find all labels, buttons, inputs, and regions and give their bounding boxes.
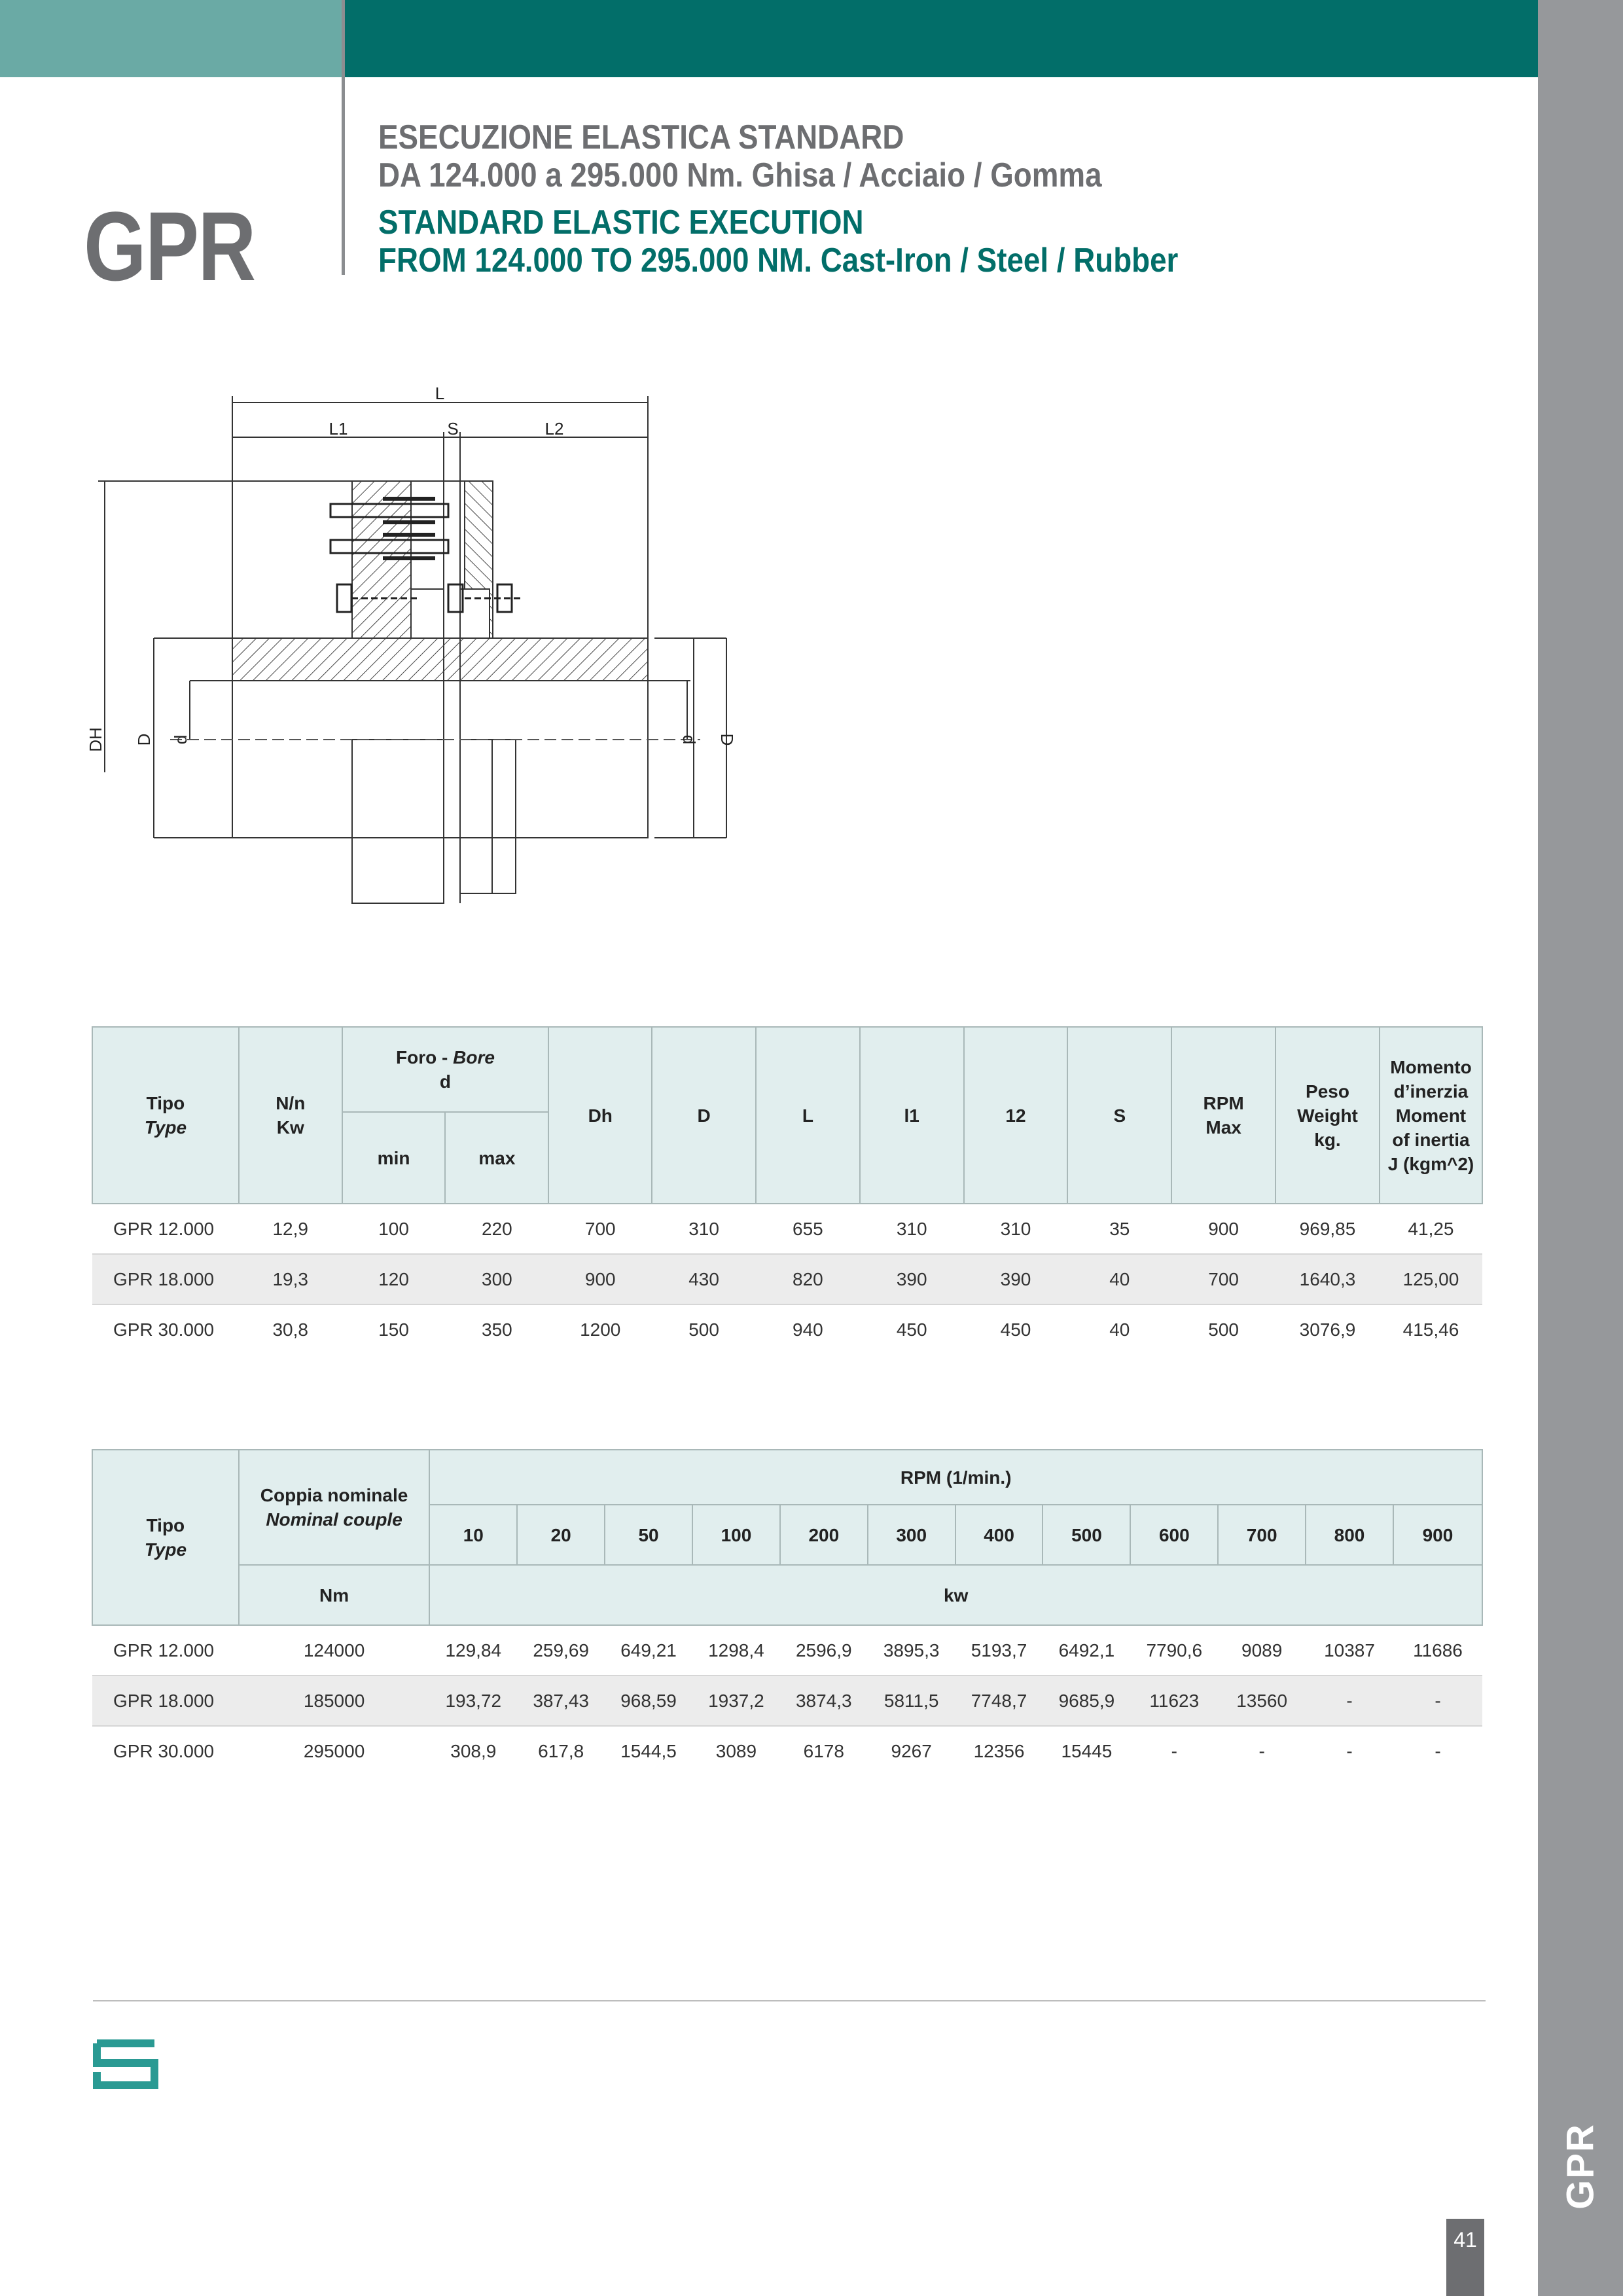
table-row bbox=[92, 1625, 1482, 1676]
col-header-bore-max: max bbox=[445, 1112, 548, 1204]
col-header-l: L bbox=[756, 1027, 860, 1204]
cell-kw: 9089 bbox=[1218, 1625, 1306, 1676]
cell-kw: - bbox=[1171, 1741, 1177, 1761]
cell-kw: 10387 bbox=[1306, 1625, 1393, 1676]
col-header-rpm-900: 900 bbox=[1393, 1505, 1482, 1565]
cell-type: GPR 12.000 bbox=[92, 1625, 239, 1676]
cell-kw: 617,8 bbox=[538, 1741, 584, 1761]
cell-kw: 3895,3 bbox=[868, 1625, 955, 1676]
cell-l: 940 bbox=[793, 1319, 823, 1340]
cell-kw: 259,69 bbox=[517, 1625, 605, 1676]
coupling-technical-drawing bbox=[79, 380, 740, 916]
cell-kw: 15445 bbox=[1061, 1741, 1113, 1761]
cell-l2: 310 bbox=[964, 1204, 1068, 1254]
cell-kw: 1937,2 bbox=[692, 1676, 780, 1726]
col-header-rpm-50: 50 bbox=[605, 1505, 692, 1565]
col-header-nm: Nm bbox=[239, 1565, 430, 1625]
cell-type: GPR 30.000 bbox=[113, 1741, 215, 1761]
cell-rpm: 700 bbox=[1171, 1254, 1275, 1304]
cell-kw: 11686 bbox=[1393, 1625, 1482, 1676]
cell-kw: 968,59 bbox=[605, 1676, 692, 1726]
cell-kw: 649,21 bbox=[605, 1625, 692, 1676]
header-divider bbox=[342, 0, 345, 275]
cell-kw: 5193,7 bbox=[955, 1625, 1043, 1676]
cell-bore-min: 100 bbox=[342, 1204, 446, 1254]
cell-kw: 3089 bbox=[715, 1741, 757, 1761]
dim-label-d-left: d bbox=[171, 734, 190, 745]
dim-label-D-left: D bbox=[134, 733, 154, 746]
col-header-rpm-100: 100 bbox=[692, 1505, 780, 1565]
dim-label-S: S bbox=[447, 419, 459, 439]
cell-kw: 6178 bbox=[803, 1741, 844, 1761]
cell-s: 35 bbox=[1067, 1204, 1171, 1254]
table-row bbox=[92, 1676, 1482, 1726]
english-title: STANDARD ELASTIC EXECUTION bbox=[378, 204, 864, 242]
product-code-title: GPR bbox=[84, 191, 255, 301]
cell-kw: 308,9 bbox=[450, 1741, 497, 1761]
cell-type: GPR 30.000 bbox=[113, 1319, 215, 1340]
cell-type: GPR 12.000 bbox=[92, 1204, 239, 1254]
cell-rpm: 900 bbox=[1171, 1204, 1275, 1254]
cell-kw: 1544,5 bbox=[620, 1741, 677, 1761]
cell-l1: 390 bbox=[860, 1254, 964, 1304]
col-header-d: D bbox=[652, 1027, 756, 1204]
english-subtitle: FROM 124.000 TO 295.000 NM. Cast-Iron / Steel / Rubber bbox=[378, 242, 1179, 279]
italian-title: ESECUZIONE ELASTICA STANDARD bbox=[378, 118, 904, 156]
cell-d: 310 bbox=[652, 1204, 756, 1254]
cell-kw: - bbox=[1258, 1741, 1265, 1761]
cell-kw: - bbox=[1435, 1741, 1441, 1761]
company-logo-icon bbox=[93, 2034, 158, 2090]
cell-kw: 13560 bbox=[1218, 1676, 1306, 1726]
cell-nn: 12,9 bbox=[239, 1204, 342, 1254]
col-header-rpm-500: 500 bbox=[1043, 1505, 1130, 1565]
cell-l1: 310 bbox=[860, 1204, 964, 1254]
col-header-weight: Peso Weight kg. bbox=[1275, 1027, 1380, 1204]
cell-nn: 19,3 bbox=[239, 1254, 342, 1304]
table-row bbox=[92, 1726, 1482, 1776]
cell-kw: 7748,7 bbox=[955, 1676, 1043, 1726]
cell-inertia: 125,00 bbox=[1380, 1254, 1482, 1304]
cell-inertia: 415,46 bbox=[1402, 1319, 1459, 1340]
cell-kw: 387,43 bbox=[517, 1676, 605, 1726]
col-header-nominal-couple: Coppia nominale Nominal couple bbox=[239, 1450, 430, 1565]
cell-weight: 3076,9 bbox=[1299, 1319, 1356, 1340]
cell-rpm: 500 bbox=[1208, 1319, 1239, 1340]
col-header-kw: kw bbox=[429, 1565, 1482, 1625]
dim-label-L1: L1 bbox=[329, 419, 348, 439]
col-header-inertia: Momento d’inerzia Moment of inertia J (kgm^2) bbox=[1380, 1027, 1482, 1204]
side-strip bbox=[1538, 0, 1623, 2296]
cell-weight: 969,85 bbox=[1275, 1204, 1380, 1254]
cell-weight: 1640,3 bbox=[1275, 1254, 1380, 1304]
cell-kw: 5811,5 bbox=[868, 1676, 955, 1726]
cell-kw: 2596,9 bbox=[780, 1625, 868, 1676]
cell-s: 40 bbox=[1067, 1254, 1171, 1304]
side-label: GPR bbox=[1559, 2123, 1602, 2210]
col-header-l1: l1 bbox=[860, 1027, 964, 1204]
col-header-rpm-max: RPM Max bbox=[1171, 1027, 1275, 1204]
cell-dh: 1200 bbox=[580, 1319, 621, 1340]
cell-bore-min: 120 bbox=[342, 1254, 446, 1304]
col-header-rpm-200: 200 bbox=[780, 1505, 868, 1565]
col-header-dh: Dh bbox=[548, 1027, 652, 1204]
cell-l1: 450 bbox=[896, 1319, 927, 1340]
dimensions-table bbox=[92, 1026, 1483, 1355]
col-header-nn-kw: N/n Kw bbox=[239, 1027, 342, 1204]
header-band-light bbox=[0, 0, 342, 77]
cell-nominal-couple: 124000 bbox=[239, 1625, 430, 1676]
table-row bbox=[92, 1204, 1482, 1254]
col-header-rpm: RPM (1/min.) bbox=[429, 1450, 1482, 1505]
cell-l2: 450 bbox=[1000, 1319, 1031, 1340]
cell-d: 500 bbox=[688, 1319, 719, 1340]
col-header-rpm-700: 700 bbox=[1218, 1505, 1306, 1565]
dim-label-L: L bbox=[435, 384, 445, 403]
cell-nominal-couple: 295000 bbox=[303, 1741, 365, 1761]
cell-dh: 900 bbox=[548, 1254, 652, 1304]
dim-label-DH: DH bbox=[86, 727, 105, 752]
cell-dh: 700 bbox=[548, 1204, 652, 1254]
col-header-rpm-800: 800 bbox=[1306, 1505, 1393, 1565]
dim-label-d-right: d bbox=[679, 734, 699, 745]
table-row bbox=[92, 1304, 1482, 1355]
cell-kw: 1298,4 bbox=[692, 1625, 780, 1676]
cell-bore-max: 300 bbox=[445, 1254, 548, 1304]
col-header-bore: Foro - Bore d bbox=[342, 1027, 549, 1112]
cell-kw: 11623 bbox=[1130, 1676, 1218, 1726]
cell-kw: 129,84 bbox=[429, 1625, 517, 1676]
cell-kw: - bbox=[1306, 1676, 1393, 1726]
col-header-l2: 12 bbox=[964, 1027, 1068, 1204]
col-header-rpm-300: 300 bbox=[868, 1505, 955, 1565]
dim-label-L2: L2 bbox=[544, 419, 564, 439]
col-header-type: Tipo Type bbox=[92, 1027, 239, 1204]
col-header-rpm-10: 10 bbox=[429, 1505, 517, 1565]
cell-kw: 9685,9 bbox=[1043, 1676, 1130, 1726]
cell-bore-max: 350 bbox=[482, 1319, 512, 1340]
cell-l: 820 bbox=[756, 1254, 860, 1304]
cell-type: GPR 18.000 bbox=[92, 1676, 239, 1726]
cell-d: 430 bbox=[652, 1254, 756, 1304]
cell-inertia: 41,25 bbox=[1380, 1204, 1482, 1254]
col-header-rpm-600: 600 bbox=[1130, 1505, 1218, 1565]
cell-kw: 193,72 bbox=[429, 1676, 517, 1726]
cell-bore-min: 150 bbox=[378, 1319, 409, 1340]
italian-subtitle: DA 124.000 a 295.000 Nm. Ghisa / Acciaio / Gomma bbox=[378, 156, 1102, 194]
col-header-type: Tipo Type bbox=[92, 1450, 239, 1625]
cell-l: 655 bbox=[756, 1204, 860, 1254]
col-header-rpm-400: 400 bbox=[955, 1505, 1043, 1565]
cell-l2: 390 bbox=[964, 1254, 1068, 1304]
col-header-s: S bbox=[1067, 1027, 1171, 1204]
col-header-rpm-20: 20 bbox=[517, 1505, 605, 1565]
power-table bbox=[92, 1449, 1483, 1776]
cell-nominal-couple: 185000 bbox=[239, 1676, 430, 1726]
cell-bore-max: 220 bbox=[445, 1204, 548, 1254]
cell-kw: 7790,6 bbox=[1130, 1625, 1218, 1676]
header-band-dark bbox=[345, 0, 1538, 77]
cell-kw: - bbox=[1346, 1741, 1353, 1761]
cell-kw: - bbox=[1393, 1676, 1482, 1726]
cell-kw: 3874,3 bbox=[780, 1676, 868, 1726]
cell-type: GPR 18.000 bbox=[92, 1254, 239, 1304]
col-header-bore-min: min bbox=[342, 1112, 446, 1204]
cell-nn: 30,8 bbox=[272, 1319, 308, 1340]
footer-divider bbox=[93, 2000, 1486, 2001]
cell-kw: 6492,1 bbox=[1043, 1625, 1130, 1676]
dim-label-D-right: D bbox=[717, 733, 737, 746]
page-number: 41 bbox=[1454, 2228, 1477, 2251]
cell-kw: 9267 bbox=[891, 1741, 932, 1761]
cell-kw: 12356 bbox=[973, 1741, 1025, 1761]
cell-s: 40 bbox=[1109, 1319, 1130, 1340]
table-row bbox=[92, 1254, 1482, 1304]
